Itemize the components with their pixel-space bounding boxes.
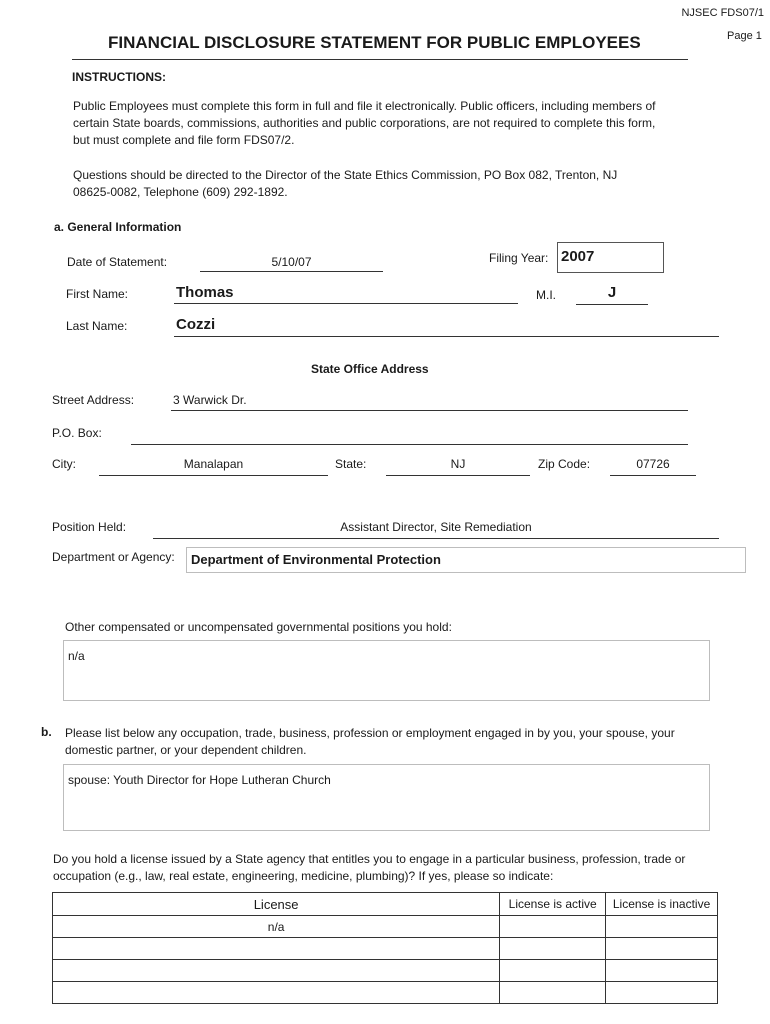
inactive-cell[interactable]	[606, 982, 718, 1004]
street-label: Street Address:	[52, 393, 135, 407]
instructions-line: Questions should be directed to the Director of the State Ethics Commission, PO Box 082, Trenton, NJ	[73, 168, 618, 182]
instructions-heading: INSTRUCTIONS:	[72, 70, 166, 84]
inactive-cell[interactable]	[606, 916, 718, 938]
position-label: Position Held:	[52, 520, 127, 534]
license-table	[52, 892, 718, 1004]
office-address-heading: State Office Address	[311, 362, 429, 376]
first-name-label: First Name:	[66, 287, 129, 301]
table-row	[53, 938, 718, 960]
general-info-heading: a. General Information	[54, 220, 182, 234]
state-field[interactable]: NJ	[386, 457, 530, 476]
instructions-line: 08625-0082, Telephone (609) 292-1892.	[73, 185, 288, 199]
table-row	[53, 982, 718, 1004]
department-field[interactable]: Department of Environmental Protection	[186, 547, 746, 573]
active-cell[interactable]	[500, 960, 606, 982]
mi-field[interactable]: J	[576, 284, 648, 305]
last-name-label: Last Name:	[66, 319, 128, 333]
date-label: Date of Statement:	[67, 255, 168, 269]
department-label: Department or Agency:	[52, 550, 175, 564]
po-box-field[interactable]	[131, 426, 688, 445]
question-line: Please list below any occupation, trade, business, profession or employment engaged in by you, your spouse, your	[65, 726, 675, 740]
page-title: FINANCIAL DISCLOSURE STATEMENT FOR PUBLIC EMPLOYEES	[108, 33, 641, 52]
po-box-label: P.O. Box:	[52, 426, 102, 440]
filing-year-label: Filing Year:	[489, 251, 549, 265]
other-positions-field[interactable]: n/a	[63, 640, 710, 701]
column-header-license: License	[53, 893, 500, 916]
section-b-marker: b.	[41, 725, 52, 739]
inactive-cell[interactable]	[606, 938, 718, 960]
question-line: domestic partner, or your dependent children.	[65, 743, 307, 757]
instructions-paragraph-1	[73, 98, 655, 149]
section-b-question	[65, 725, 675, 759]
question-line: occupation (e.g., law, real estate, engineering, medicine, plumbing)? If yes, please so indicate:	[53, 869, 554, 883]
state-label: State:	[335, 457, 367, 471]
mi-label: M.I.	[536, 288, 556, 302]
first-name-field[interactable]: Thomas	[174, 284, 518, 304]
column-header-active: License is active	[500, 893, 606, 916]
last-name-field[interactable]: Cozzi	[174, 316, 719, 337]
occupation-field[interactable]: spouse: Youth Director for Hope Lutheran Church	[63, 764, 710, 831]
table-row	[53, 916, 718, 938]
zip-label: Zip Code:	[538, 457, 591, 471]
instructions-paragraph-2	[73, 167, 617, 201]
active-cell[interactable]	[500, 938, 606, 960]
license-cell[interactable]: n/a	[53, 916, 500, 938]
inactive-cell[interactable]	[606, 960, 718, 982]
position-field[interactable]: Assistant Director, Site Remediation	[153, 520, 719, 539]
other-positions-label: Other compensated or uncompensated governmental positions you hold:	[65, 620, 452, 634]
city-field[interactable]: Manalapan	[99, 457, 328, 476]
zip-field[interactable]: 07726	[610, 457, 696, 476]
title-rule	[72, 59, 688, 60]
instructions-line: certain State boards, commissions, authorities and public corporations, are not required to complete this form,	[73, 116, 656, 130]
city-label: City:	[52, 457, 76, 471]
question-line: Do you hold a license issued by a State agency that entitles you to engage in a particular business, profession, trade or	[53, 852, 686, 866]
active-cell[interactable]	[500, 916, 606, 938]
form-code: NJSEC FDS07/1	[681, 7, 764, 19]
license-cell[interactable]	[53, 938, 500, 960]
page-label: Page	[727, 30, 753, 42]
instructions-line: but must complete and file form FDS07/2.	[73, 133, 295, 147]
table-header-row	[53, 893, 718, 916]
page-number: 1	[755, 30, 762, 42]
filing-year-field[interactable]: 2007	[557, 242, 664, 273]
table-row	[53, 960, 718, 982]
page-indicator	[727, 30, 762, 42]
column-header-inactive: License is inactive	[606, 893, 718, 916]
street-field[interactable]: 3 Warwick Dr.	[171, 393, 688, 411]
instructions-line: Public Employees must complete this form in full and file it electronically. Public officers, including members of	[73, 99, 656, 113]
active-cell[interactable]	[500, 982, 606, 1004]
license-question	[53, 851, 685, 885]
license-cell[interactable]	[53, 982, 500, 1004]
license-cell[interactable]	[53, 960, 500, 982]
date-field[interactable]: 5/10/07	[200, 255, 383, 272]
